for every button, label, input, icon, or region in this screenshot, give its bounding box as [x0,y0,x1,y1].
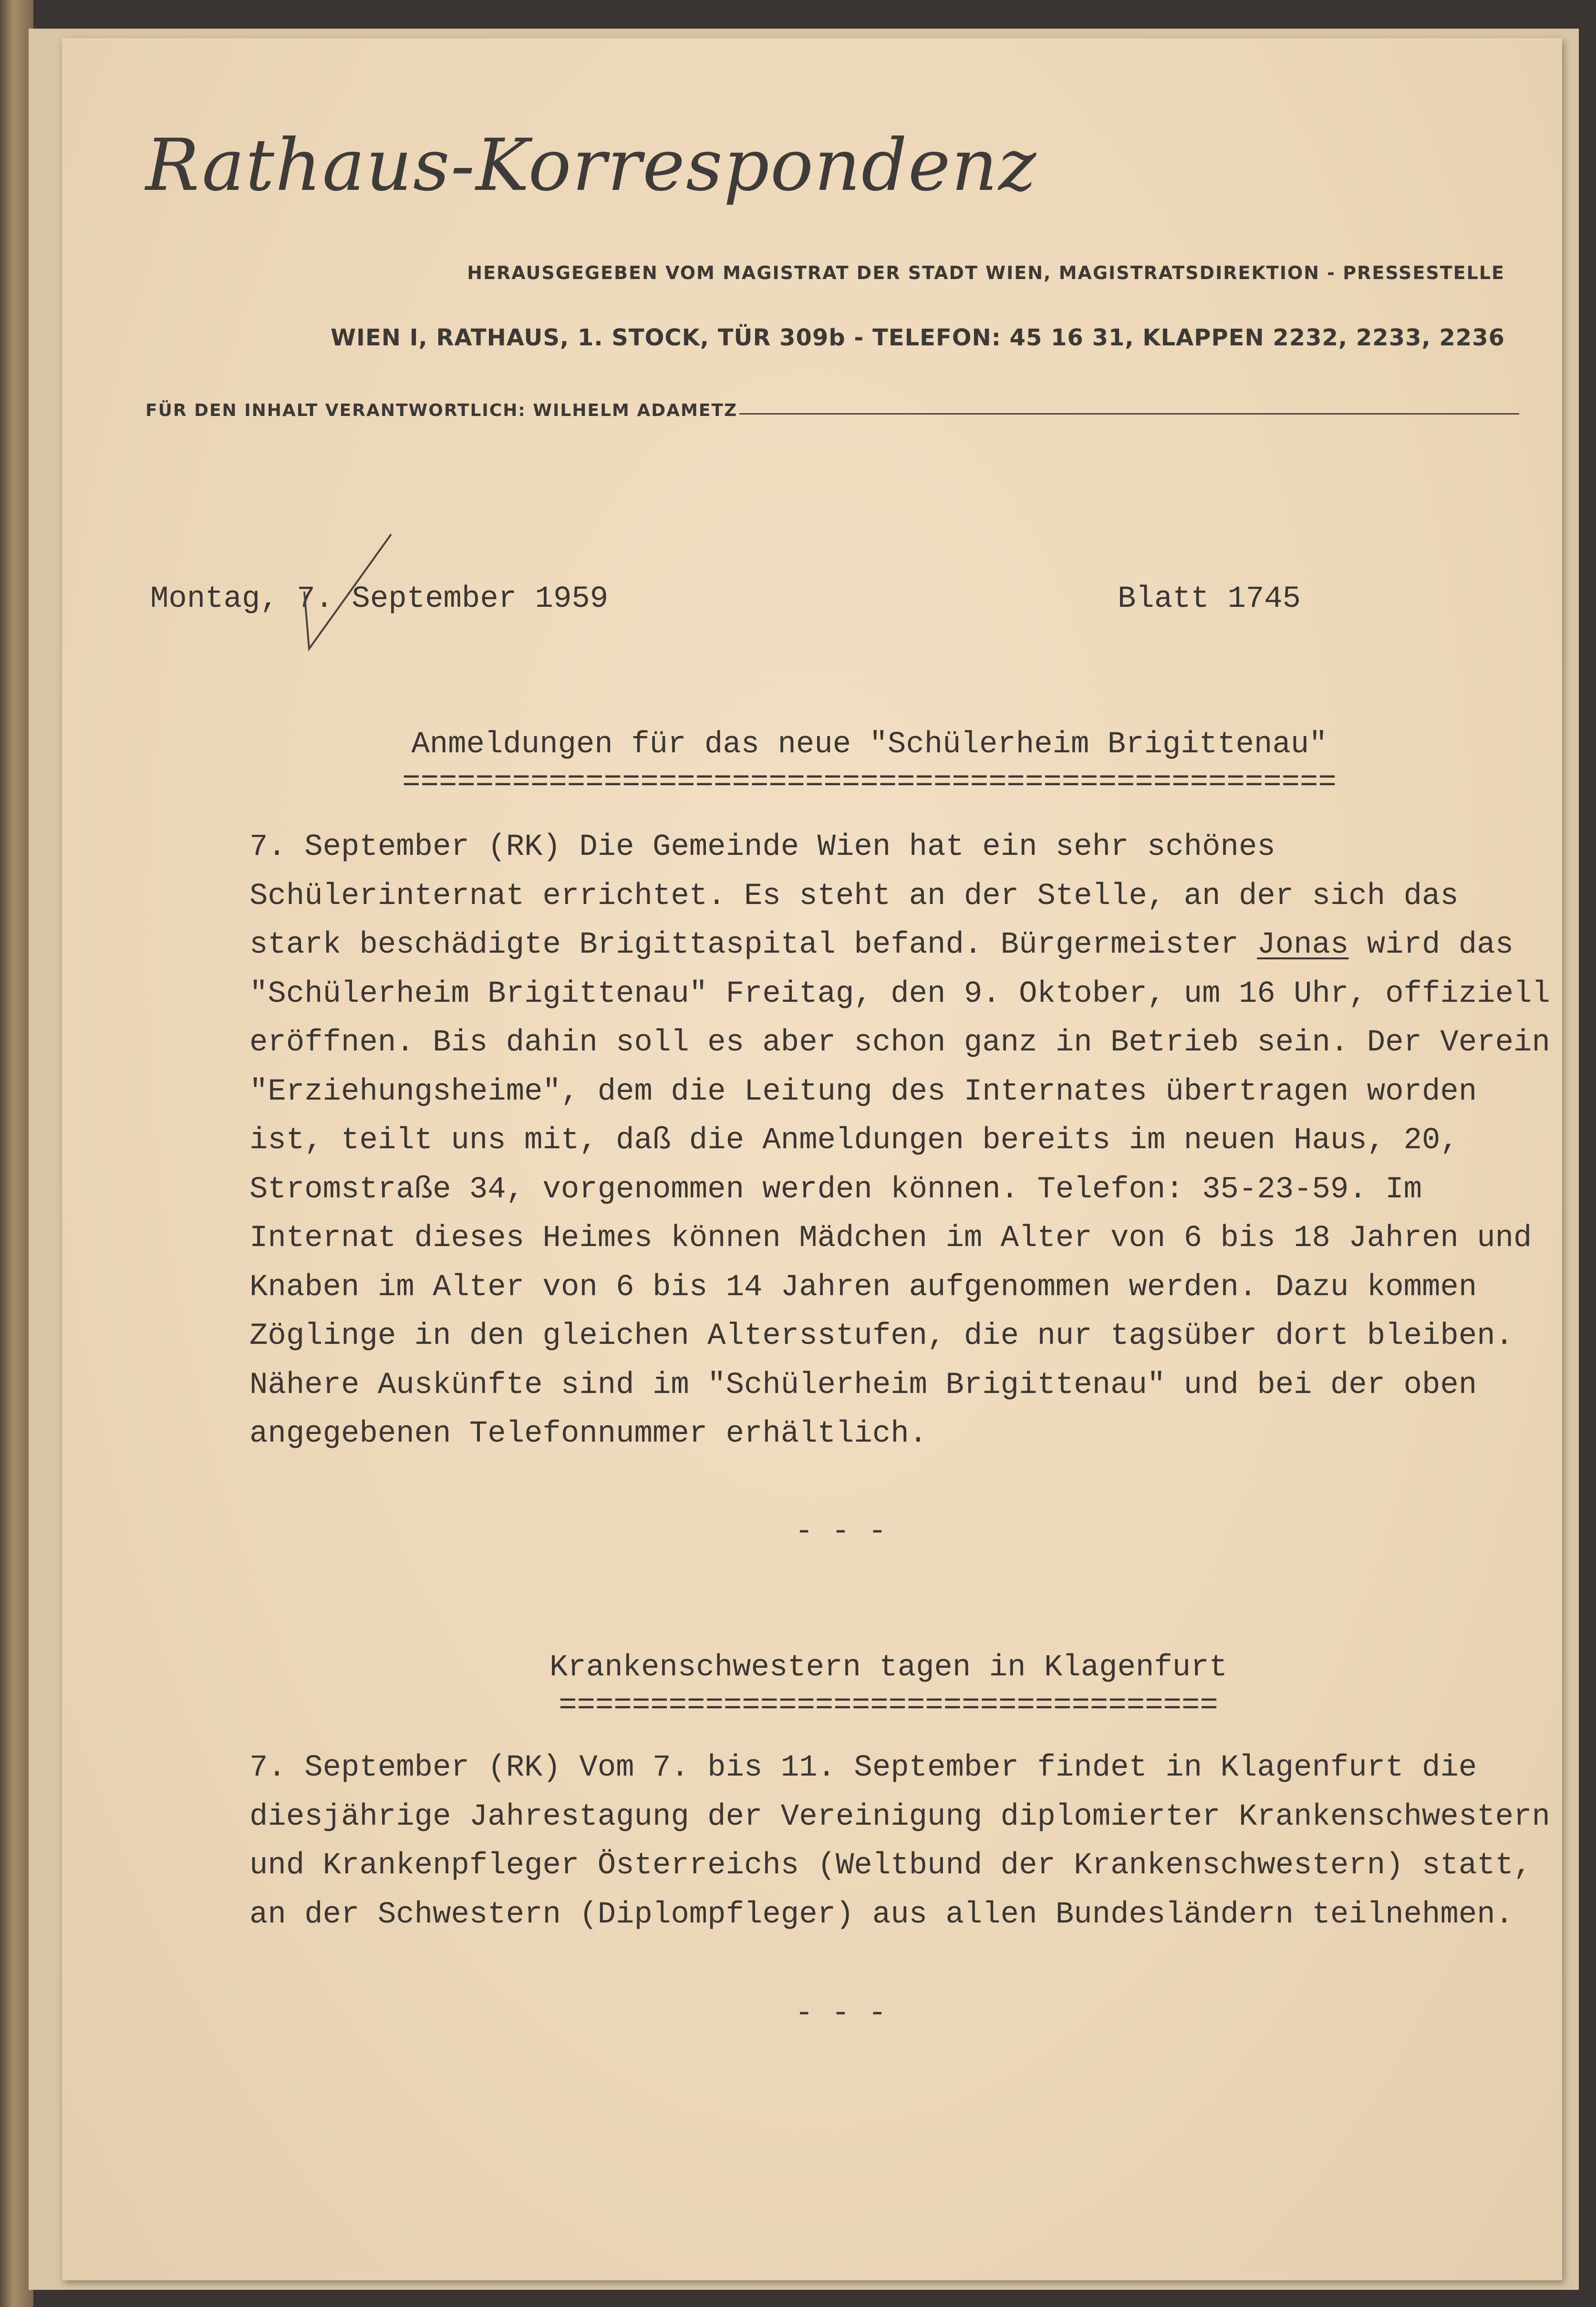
article2-underline: ==================================== [559,1689,1218,1723]
dateline: Montag, 7. September 1959 [150,582,609,616]
checkmark-icon [301,530,396,654]
article1-p1-text-b: wird das "Schülerheim Brigittenau" Freitag, den 9. Oktober, um 16 Uhr, offiziell eröffnen. Bis dahin soll es aber schon ganz in Betrieb sein. Der Verein "Erziehungsheime", dem die Leitung des Internates übertragen worden ist, teilt uns mit, daß die Anmeldungen bereits im neuen Haus, 20, Stromstraße 34, vorgenommen werden können. Telefon: 35-23-59. Im Internat dieses Heimes können Mädchen im Alter von 6 bis 18 Jahren und Knaben im Alter von 6 bis 14 Jahren aufgenommen werden. Dazu kommen Zöglinge in den gleichen Altersstufen, die nur tagsüber dort bleiben. [249,928,1550,1353]
article2-separator: - - - [795,1996,887,2031]
article2-body [150,1744,1562,1939]
mayor-name: Jonas [1257,928,1349,962]
masthead-rule [739,413,1519,415]
article1-paragraph1 [150,823,1562,1361]
article2-headline: Krankenschwestern tagen in Klagenfurt [549,1651,1228,1685]
article1-headline: Anmeldungen für das neue "Schülerheim Brigittenau" [411,727,1327,762]
article1-separator: - - - [795,1515,887,1549]
address-line: WIEN I, RATHAUS, 1. STOCK, TÜR 309b - TELEFON: 45 16 31, KLAPPEN 2232, 2233, 2236 [331,324,1505,351]
article2-paragraph1: 7. September (RK) Vom 7. bis 11. September findet in Klagenfurt die diesjährige Jahrestagung der Vereinigung diplomierter Krankenschwestern und Krankenpfleger Österreichs (Weltbund der Krankenschwestern) statt, an der Schwestern (Diplompfleger) aus allen Bundesländern teilnehmen. [249,1751,1550,1932]
sheet-number: Blatt 1745 [1118,582,1301,616]
responsible-text: FÜR DEN INHALT VERANTWORTLICH: WILHELM ADAMETZ [145,401,738,420]
responsible-line [145,401,1519,420]
publisher-line: HERAUSGEGEBEN VOM MAGISTRAT DER STADT WIEN, MAGISTRATSDIREKTION - PRESSESTELLE [467,262,1505,283]
document-page [62,38,1562,2280]
article1-p1-text-a: 7. September (RK) Die Gemeinde Wien hat ein sehr schönes Schülerinternat errichtet. Es steht an der Stelle, an der sich das stark beschädigte Brigittaspital befand. Bürgermeister [249,830,1459,962]
article1-body [150,823,1562,1459]
masthead-title: Rathaus-Korrespondenz [145,124,1037,207]
article1-underline: =================================================== [402,766,1337,800]
article1-paragraph2: Nähere Auskünfte sind im "Schülerheim Brigittenau" und bei der oben angegebenen Telefonnummer erhältlich. [249,1368,1477,1451]
